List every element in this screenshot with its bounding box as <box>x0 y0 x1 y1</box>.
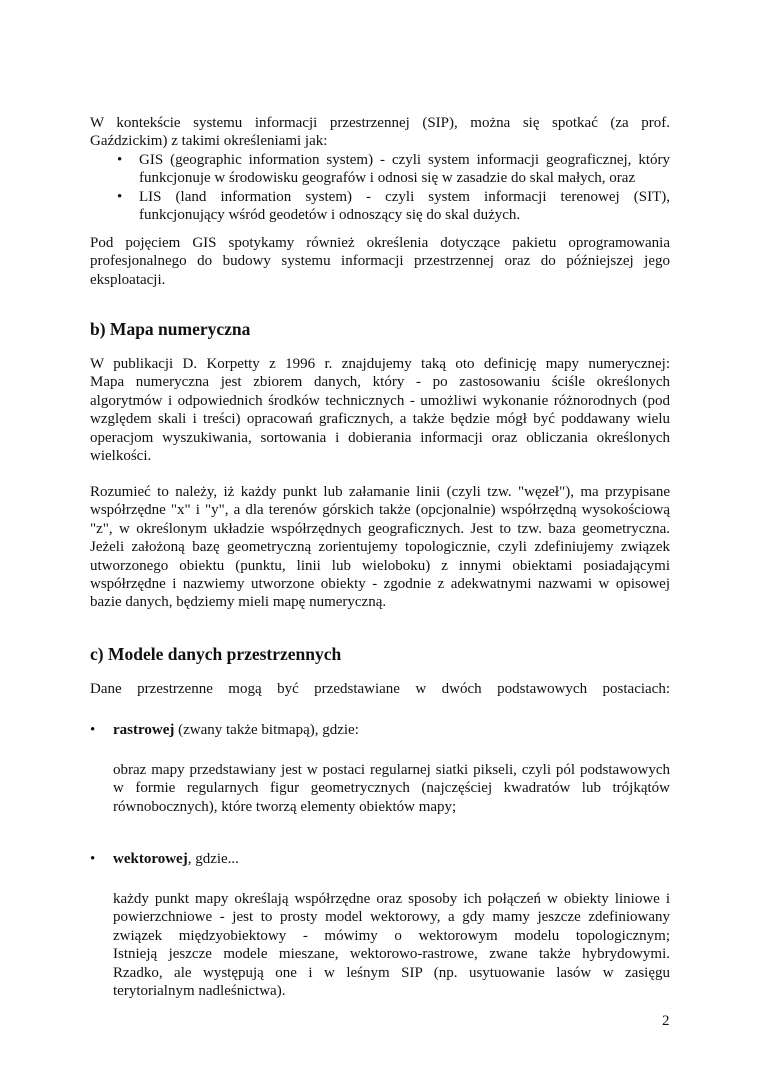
text-line: współrzędne "x" i "y", a dla terenów górskich także (opcjonalnie) współrzędną wysokościową <box>90 502 670 519</box>
text-line: Jeżeli założoną bazę geometryczną zorientujemy topologicznie, czyli zdefiniujemy związek <box>90 539 670 556</box>
bullet-lis <box>139 188 670 225</box>
bullet-icon: • <box>117 189 123 205</box>
text-line: terytorialnym nadleśnictwa). <box>113 982 286 999</box>
text-line: LIS (land information system) - czyli system informacji terenowej (SIT), <box>139 189 670 205</box>
text-line: powierzchniowe - jest to prosty model wektorowy, a gdy mamy jeszcze zdefiniowany <box>113 909 670 926</box>
bullet-icon: • <box>117 152 123 168</box>
text-line: Mapa numeryczna jest zbiorem danych, który - po zastosowaniu ściśle określonych <box>90 374 670 391</box>
raster-rest: (zwany także bitmapą), gdzie: <box>174 722 359 738</box>
vector-bold-label: wektorowej <box>113 851 188 867</box>
text-line: W publikacji D. Korpetty z 1996 r. znajdujemy taką oto definicję mapy numerycznej: <box>90 356 670 372</box>
text-line: Rozumieć to należy, iż każdy punkt lub załamanie linii (czyli tzw. "węzeł"), ma przypisane <box>90 484 670 500</box>
bullet-icon: • <box>90 851 96 867</box>
text-line: bazie danych, będziemy mieli mapę numeryczną. <box>90 594 387 611</box>
text-line: związek międzyobiektowy - mówimy o wektorowym modelu topologicznym; <box>113 927 670 944</box>
bullet-gis <box>139 151 670 188</box>
text-line: względem skali i treści) opracowań graficznych, a także będzie mógł być poddawany wielu <box>90 411 670 428</box>
text-line: funkcjonuje w środowisku geografów i odnosi się w zasadzie do skal małych, oraz <box>139 170 636 187</box>
text-line: obraz mapy przedstawiany jest w postaci regularnej siatki pikseli, czyli pól podstawowych <box>113 762 670 778</box>
raster-bullet <box>113 721 359 739</box>
vector-rest: , gdzie... <box>187 851 239 867</box>
vector-description <box>113 890 670 1000</box>
intro-paragraph <box>90 114 670 151</box>
page-number: 2 <box>662 1013 670 1029</box>
text-line: algorytmów i odpowiednich środków technicznych - umożliwi wykonanie różnorodnych (pod <box>90 392 670 409</box>
text-line: Rzadko, ale występują one i w leśnym SIP (np. usytuowanie lasów w zasięgu <box>113 964 670 981</box>
text-line: funkcjonujący wśród geodetów i odnoszący się do skal dużych. <box>139 207 521 224</box>
section-b-paragraph-1 <box>90 355 670 465</box>
text-line: GIS (geographic information system) - czyli system informacji geograficznej, który <box>139 152 670 168</box>
text-line: Pod pojęciem GIS spotykamy również określenia dotyczące pakietu oprogramowania <box>90 235 670 251</box>
text-line: współrzędne i nazwiemy utworzone obiekty - zgodnie z adekwatnymi nazwami w opisowej <box>90 575 670 592</box>
gis-paragraph <box>90 234 670 289</box>
text-line: profesjonalnego do budowy systemu informacji przestrzennej oraz do późniejszej jego <box>90 253 670 270</box>
text-line: Istnieją jeszcze modele mieszane, wektorowo-rastrowe, zwane także hybrydowymi. <box>113 946 670 963</box>
section-b-heading: b) Mapa numeryczna <box>90 319 251 339</box>
text-line: w formie regularnych figur geometrycznych (najczęściej kwadratów lub trójkątów <box>113 780 670 797</box>
text-line: wielkości. <box>90 447 152 464</box>
text-line: "z", w określonym układzie współrzędnych geograficznych. Jest to tzw. baza geometryczna. <box>90 520 670 537</box>
text-line: utworzonego obiektu (punktu, linii lub wieloboku) z innymi obiektami posiadającymi <box>90 557 670 574</box>
section-c-heading: c) Modele danych przestrzennych <box>90 644 342 664</box>
raster-bold-label: rastrowej <box>113 722 175 738</box>
text-line: równobocznych), które tworzą elementy obiektów mapy; <box>113 798 457 815</box>
text-line: eksploatacji. <box>90 271 166 288</box>
section-c-intro <box>90 680 670 698</box>
text-line: każdy punkt mapy określają współrzędne oraz sposoby ich połączeń w obiekty liniowe i <box>113 891 670 907</box>
text-line: W kontekście systemu informacji przestrzennej (SIP), można się spotkać (za prof. <box>90 115 670 131</box>
section-b-paragraph-2 <box>90 483 670 612</box>
vector-bullet <box>113 850 239 868</box>
bullet-icon: • <box>90 722 96 738</box>
text-line: Dane przestrzenne mogą być przedstawiane w dwóch podstawowych postaciach: <box>90 681 670 697</box>
raster-description <box>113 761 670 816</box>
text-line: Gaździckim) z takimi określeniami jak: <box>90 133 328 150</box>
text-line: operacjom wyszukiwania, sortowania i dobierania informacji oraz obliczania określonych <box>90 429 670 446</box>
